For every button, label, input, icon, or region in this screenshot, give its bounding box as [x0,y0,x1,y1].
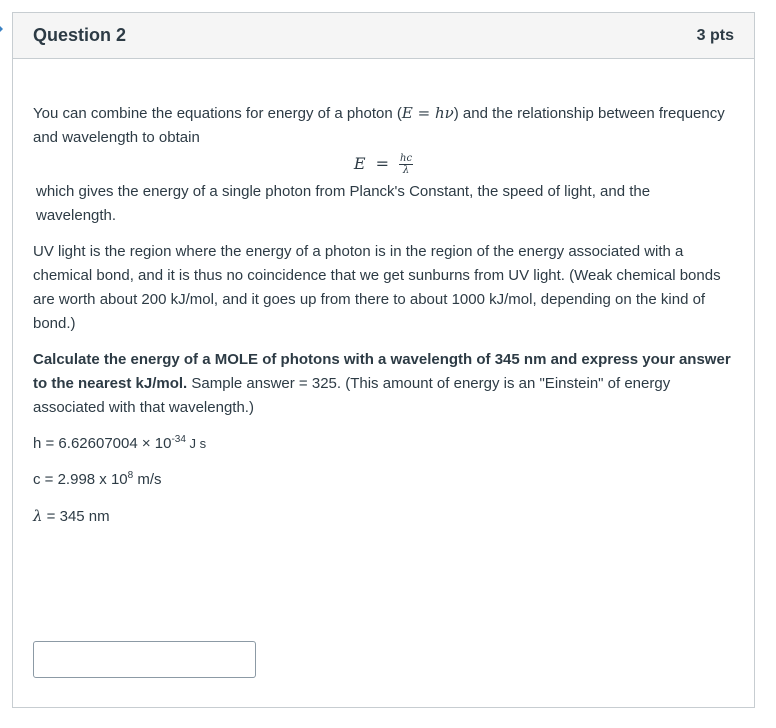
question-title: Question 2 [33,25,127,45]
speed-of-light-unit: m/s [133,471,162,488]
intro-math-hv: hν [434,104,454,122]
planck-value: h = 6.62607004 × 10 [33,435,172,452]
answer-input[interactable] [33,641,256,678]
question-points: 3 pts [696,26,734,44]
energy-equation [33,152,734,180]
calculation-rest-text: Sample answer = 325. (This amount of energy is an "Einstein" of energy associated with that wavelength.) [33,375,671,416]
planck-exponent: -34 [171,434,186,445]
question-header [13,13,754,59]
intro-math-e: E [401,104,413,122]
intro-text-a: You can combine the equations for energy of a photon ( [33,105,402,122]
focus-indicator-arrow [0,26,3,32]
equation-fraction [399,153,413,176]
speed-of-light-line [33,468,734,492]
planck-constant-line [33,432,734,456]
speed-of-light-exponent: 8 [127,470,134,481]
equation-equals: = [375,154,390,173]
calculation-instructions [33,348,734,420]
equation-denominator: λ [402,164,410,176]
question-body [13,59,754,529]
equation-explanation: which gives the energy of a single photon from Planck's Constant, the speed of light, and the wavelength. [36,183,651,224]
intro-paragraph [33,101,734,150]
uv-paragraph: UV light is the region where the energy of a photon is in the region of the energy associated with a chemical bond, and it is thus no coincidence that we get sunburns from UV light. (Weak chemical bonds are worth about 200 kJ/mol, and it goes up from there to about 1000 kJ/mol, depending on the kind of bond.) [33,243,721,332]
equation-lhs: E [353,154,366,173]
intro-text-b: ) and the relationship between frequency and wavelength to obtain [33,105,725,146]
wavelength-line [33,504,734,529]
wavelength-value: = 345 nm [42,508,110,525]
speed-of-light-value: c = 2.998 x 10 [33,471,128,488]
question-card [12,12,755,708]
equation-numerator: hc [400,152,413,164]
planck-unit: J s [185,436,207,451]
lambda-symbol: λ [33,507,43,525]
calculation-bold-text: Calculate the energy of a MOLE of photons with a wavelength of 345 nm and express your answer to the nearest kJ/mol. [33,351,731,392]
intro-math-equals: = [412,104,435,122]
